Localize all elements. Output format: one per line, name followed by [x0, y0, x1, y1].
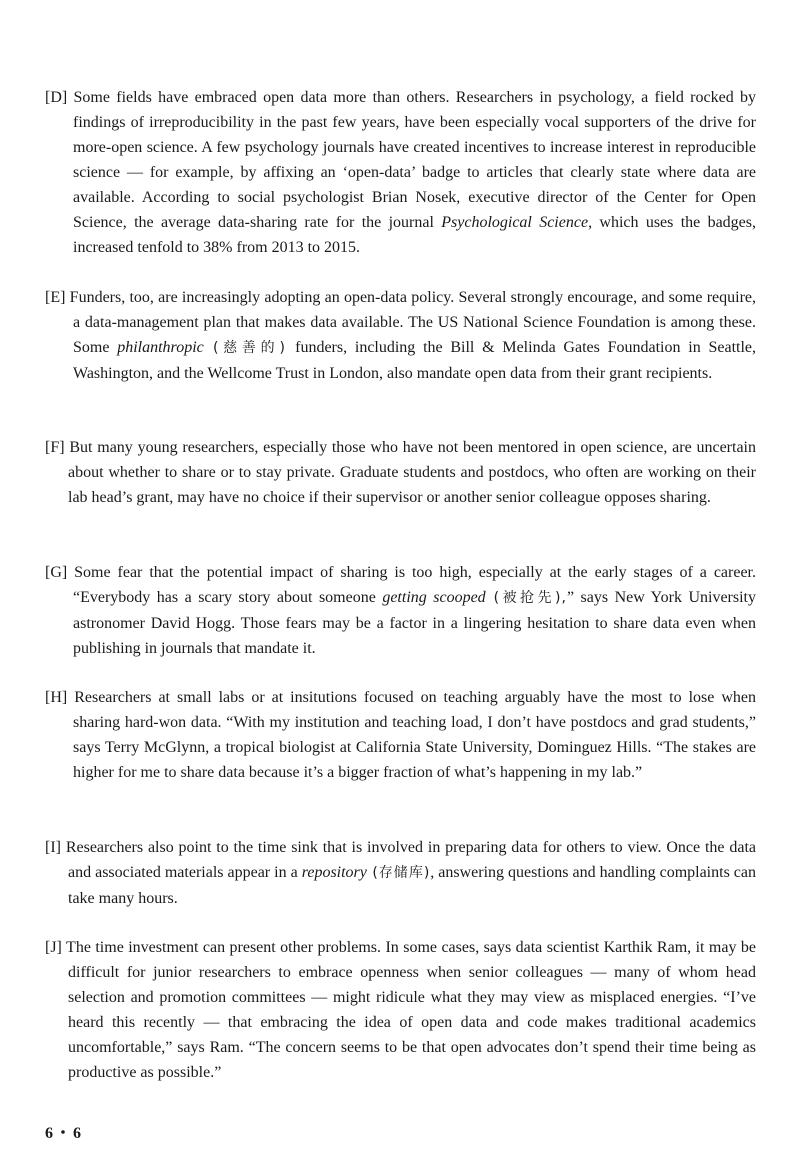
paragraph-f: [45, 435, 756, 510]
chinese-gloss: (存储库): [366, 865, 431, 881]
paragraph-label: [E]: [45, 289, 66, 306]
paragraph-label: [H]: [45, 689, 68, 706]
paragraph-text: funders, including the Bill & Melinda Gates Foundation in Seattle, Washington, and the Wellcome Trust in London, also mandate open data from their grant recipients.: [73, 339, 757, 382]
paragraph-label: [J]: [45, 939, 62, 956]
paragraph-text: , which uses the badges, increased tenfold to 38% from 2013 to 2015.: [73, 214, 757, 256]
paragraph-text: ” says New York University astronomer David Hogg. Those fears may be a factor in a lingering hesitation to share data even when publishing in journals that mandate it.: [73, 589, 756, 657]
chinese-gloss: (慈善的): [203, 340, 296, 356]
paragraph-label: [D]: [45, 89, 68, 106]
paragraph-text: Researchers at small labs or at insitutions focused on teaching arguably have the most to lose when sharing hard-won data. “With my institution and teaching load, I don’t have postdocs and grad students,” says Terry McGlynn, a tropical biologist at California State University, Dominguez Hills. “The stakes are higher for me to share data because it’s a bigger fraction of what’s happening in my lab.”: [67, 689, 756, 781]
paragraph-text: Researchers also point to the time sink that is involved in preparing data for others to view. Once the data and associated materials appear in a: [60, 839, 756, 881]
paragraph-label: [F]: [45, 439, 65, 456]
paragraph-text: Some fear that the potential impact of sharing is too high, especially at the early stages of a career. “Everybody has a scary story about someone: [67, 564, 756, 606]
paragraph-i: [45, 835, 756, 911]
paragraph-text: Funders, too, are increasingly adopting an open-data policy. Several strongly encourage, and some require, a data-management plan that makes data available. The US National Science Foundation is among these. Some: [65, 289, 756, 356]
paragraph-j: [45, 935, 756, 1085]
paragraph-text: The time investment can present other problems. In some cases, says data scientist Karthik Ram, it may be difficult for junior researchers to embrace openness when senior colleagues — many of whom head selection and promotion committees — might ridicule what they may view as misplaced energies. “I’ve heard this recently — that embracing the idea of open data and code makes traditional academics uncomfortable,” says Ram. “The concern seems to be that open advocates don’t spend their time being as productive as possible.”: [61, 939, 756, 1081]
paragraph-text: Some fields have embraced open data more than others. Researchers in psychology, a field rocked by findings of irreproducibility in the past few years, have been especially vocal supporters of the drive for more-open science. A few psychology journals have created incentives to increase interest in reproducible science — for example, by affixing an ‘open-data’ badge to articles that clearly state where data are available. According to social psychologist Brian Nosek, executive director of the Center for Open Science, the average data-sharing rate for the journal: [67, 89, 756, 231]
paragraph-text: But many young researchers, especially those who have not been mentored in open science, are uncertain about whether to share or to stay private. Graduate students and postdocs, who often are working on their lab head’s grant, may have no choice if their supervisor or another senior colleague opposes sharing.: [64, 439, 756, 506]
italic-term: getting scooped: [382, 589, 486, 606]
italic-term: Psychological Science: [441, 214, 589, 231]
italic-term: repository: [301, 864, 367, 881]
paragraph-d: [45, 85, 756, 260]
paragraph-text: , answering questions and handling complaints can take many hours.: [68, 864, 757, 907]
paragraph-label: [I]: [45, 839, 61, 856]
paragraph-e: [45, 285, 756, 386]
italic-term: philanthropic: [117, 339, 204, 356]
page-number: 6・6: [45, 1125, 84, 1142]
paragraph-g: [45, 560, 756, 661]
paragraph-label: [G]: [45, 564, 68, 581]
chinese-gloss: (被抢先),: [485, 590, 567, 606]
paragraph-h: [45, 685, 756, 785]
